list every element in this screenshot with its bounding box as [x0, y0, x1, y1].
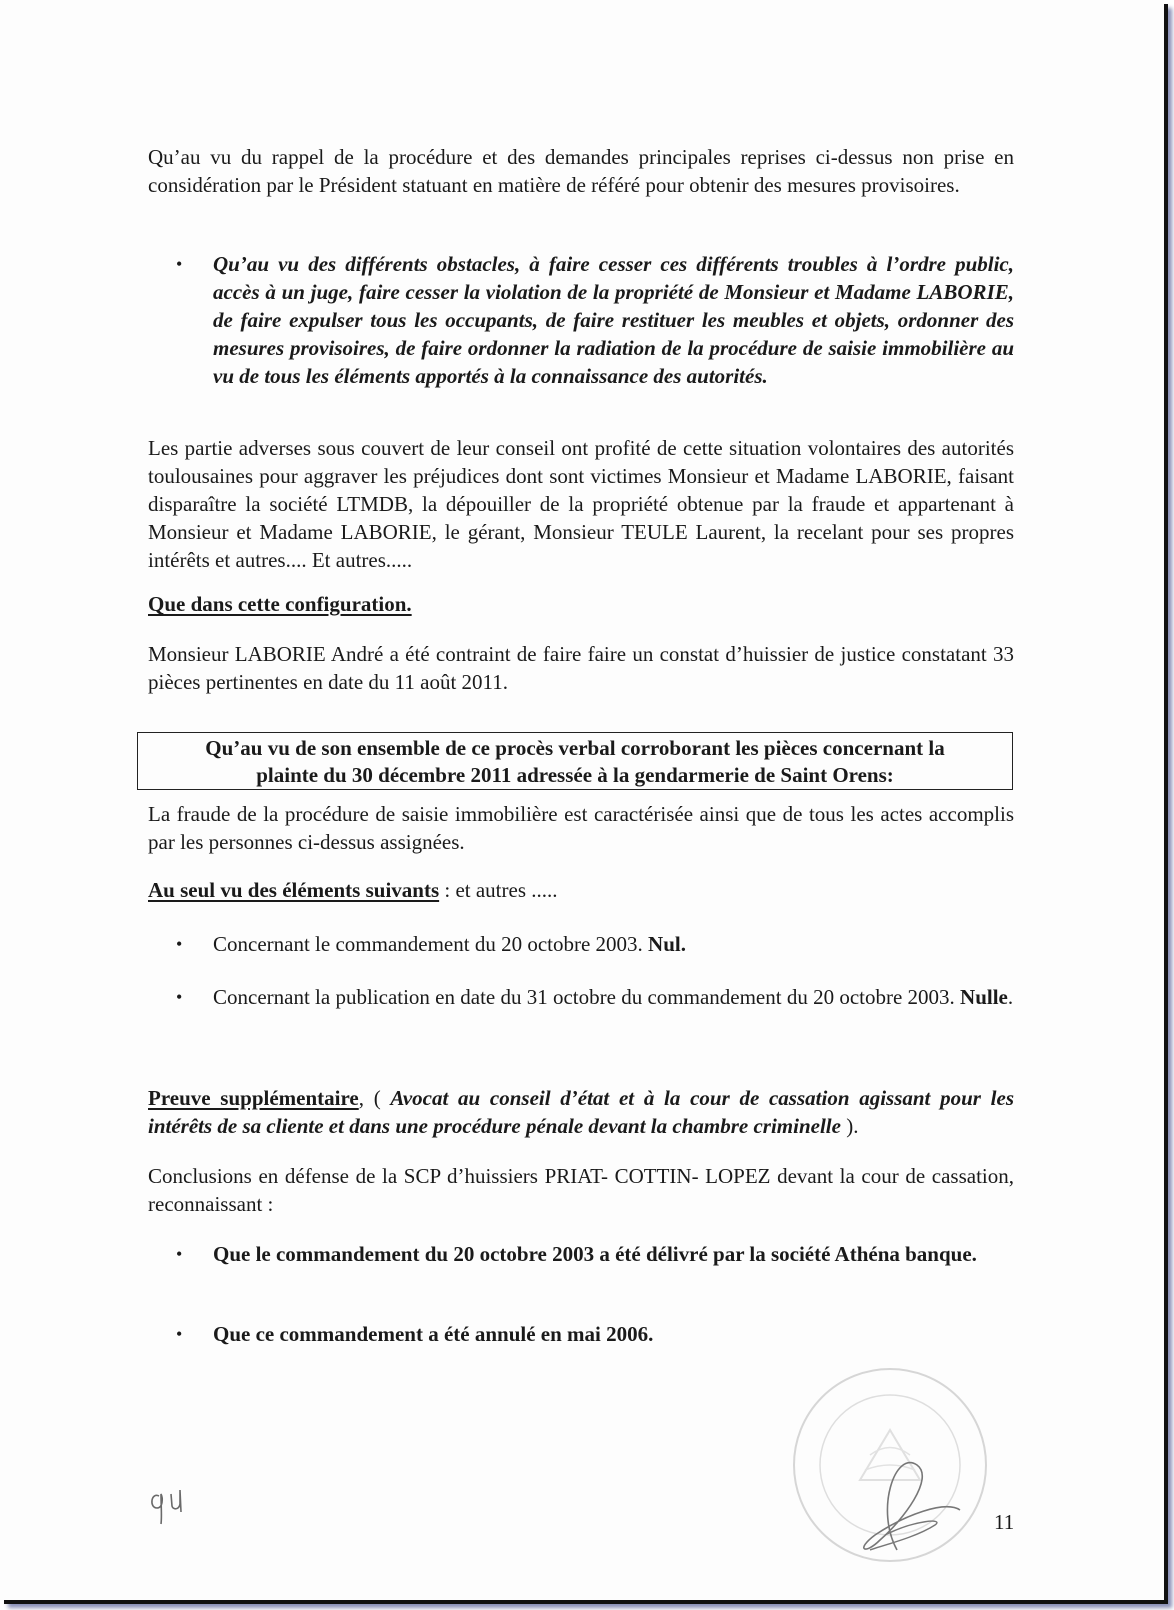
section-heading-configuration: Que dans cette configuration.: [148, 592, 412, 616]
signature-icon: [864, 1463, 960, 1550]
list-item-obstacles: [176, 250, 1014, 390]
boxed-heading: [137, 732, 1013, 790]
bullet-icon: •: [176, 254, 183, 274]
paragraph-adverse-parties: Les partie adverses sous couvert de leur conseil ont profité de cette situation volontaires des autorités toulousaines pour aggraver les préjudices dont sont victimes Monsieur et Madame LABORIE, faisant disparaître la société LTMDB, la dépouiller de la propriété obtenue par la fraude et appartenant à Monsieur et Madame LABORIE, le gérant, Monsieur TEULE Laurent, la recelant pour ses propres intérêts et autres.... Et autres.....: [148, 436, 1014, 572]
elements-heading-suffix: : et autres .....: [439, 878, 558, 902]
page-number: 11: [994, 1510, 1015, 1534]
handwritten-note-94: [145, 1478, 195, 1528]
boxed-heading-line-2: plainte du 30 décembre 2011 adressée à la gendarmerie de Saint Orens:: [256, 763, 894, 787]
verdict-punct: .: [1007, 985, 1014, 1009]
list-item-text: Qu’au vu des différents obstacles, à faire cesser ces différents troubles à l’ordre public, accès à un juge, faire cesser la violation de la propriété de Monsieur et Madame LABORIE, de faire expulser tous les occupants, de faire restituer les meubles et objets, ordonner des mesures provisoires, de faire ordonner la radiation de la procédure de saisie immobilière au vu de tous les éléments apportés à la connaissance des autorités.: [213, 252, 1014, 388]
list-item-finding-1: [176, 1240, 1014, 1268]
list-item-commandement: [176, 930, 1014, 958]
boxed-heading-line-1: Qu’au vu de son ensemble de ce procès verbal corroborant les pièces concernant la: [205, 736, 945, 760]
bullet-icon: •: [176, 1244, 183, 1264]
preuve-close: ).: [840, 1114, 859, 1138]
paragraph-fraude: La fraude de la procédure de saisie immobilière est caractérisée ainsi que de tous les actes accomplis par les personnes ci-dessus assignées.: [148, 802, 1014, 854]
bullet-icon: •: [176, 934, 183, 954]
list-item-publication: [176, 983, 1014, 1011]
list-item-finding-2: [176, 1320, 1014, 1348]
bullet-icon: •: [176, 1324, 183, 1344]
paragraph-preuve: [148, 1084, 1014, 1140]
list-item-text: Concernant la publication en date du 31 octobre du commandement du 20 octobre 2003.: [213, 985, 961, 1009]
elements-heading-label: Au seul vu des éléments suivants: [148, 878, 440, 902]
bullet-icon: •: [176, 987, 183, 1007]
paragraph-intro: Qu’au vu du rappel de la procédure et des demandes principales reprises ci-dessus non prise en considération par le Président statuant en matière de référé pour obtenir des mesures provisoires.: [148, 145, 1014, 197]
elements-heading: [148, 876, 1014, 904]
association-stamp: [785, 1360, 995, 1570]
verdict-text: Nul.: [648, 932, 686, 956]
preuve-label: Preuve supplémentaire: [148, 1086, 359, 1110]
verdict-text: Nulle: [960, 985, 1008, 1009]
list-item-text: Que ce commandement a été annulé en mai 2006.: [213, 1322, 654, 1346]
paragraph-constat: Monsieur LABORIE André a été contraint de faire faire un constat d’huissier de justice constatant 33 pièces pertinentes en date du 11 août 2011.: [148, 642, 1014, 694]
preuve-open: , (: [358, 1086, 391, 1110]
list-item-text: Que le commandement du 20 octobre 2003 a été délivré par la société Athéna banque.: [213, 1242, 977, 1266]
paragraph-conclusions: Conclusions en défense de la SCP d’huissiers PRIAT- COTTIN- LOPEZ devant la cour de cassation, reconnaissant :: [148, 1164, 1014, 1216]
list-item-text: Concernant le commandement du 20 octobre 2003.: [213, 932, 649, 956]
preuve-italic: Avocat au conseil d’état et à la cour de cassation agissant pour les intérêts de sa cliente et dans une procédure pénale devant la chambre criminelle: [148, 1086, 1014, 1138]
